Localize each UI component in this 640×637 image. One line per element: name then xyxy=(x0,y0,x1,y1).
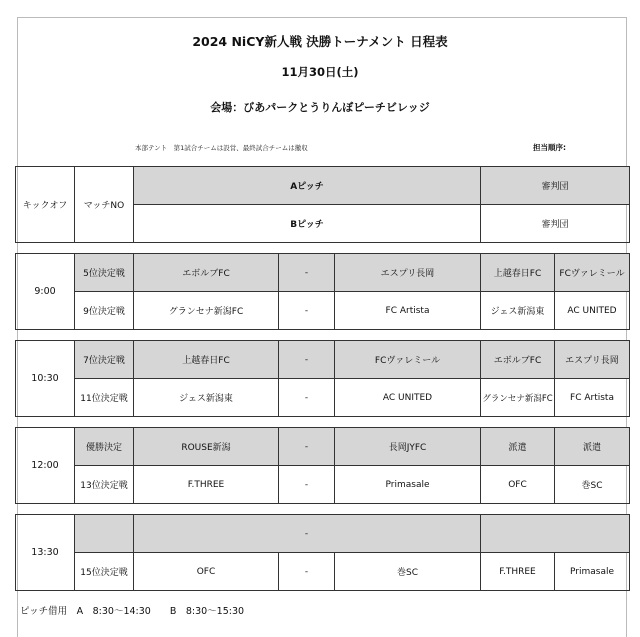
away-team xyxy=(335,515,481,553)
header-table xyxy=(15,166,630,243)
kickoff-time: 13:30 xyxy=(16,515,75,591)
page-title: 2024 NiCY新人戦 決勝トーナメント 日程表 xyxy=(192,34,448,49)
referee-1: F.THREE xyxy=(481,553,555,591)
referee-header-b: 審判団 xyxy=(481,205,630,243)
match-no: 9位決定戦 xyxy=(75,292,134,330)
vs-dash: - xyxy=(279,553,335,591)
report-label: 担当順序: xyxy=(533,143,566,152)
home-team: 上越春日FC xyxy=(134,341,279,379)
away-team: AC UNITED xyxy=(335,379,481,417)
time-slot xyxy=(15,427,630,504)
home-team: ジェス新潟東 xyxy=(134,379,279,417)
referee-2: FCヴァレミール xyxy=(555,254,630,292)
vs-dash: - xyxy=(279,428,335,466)
kickoff-time: 9:00 xyxy=(16,254,75,330)
referee-2: 派遣 xyxy=(555,428,630,466)
venue: 会場：びあパークとうりんぼピーチビレッジ xyxy=(210,101,430,114)
home-team: エボルブFC xyxy=(134,254,279,292)
vs-dash: - xyxy=(279,341,335,379)
b-pitch-header: Bピッチ xyxy=(134,205,481,243)
match-no: 11位決定戦 xyxy=(75,379,134,417)
kickoff-time: 12:00 xyxy=(16,428,75,504)
kickoff-header: キックオフ xyxy=(16,167,75,243)
away-team: FC Artista xyxy=(335,292,481,330)
referee-2: エスプリ長岡 xyxy=(555,341,630,379)
referee-1: エボルブFC xyxy=(481,341,555,379)
referee-2: 巻SC xyxy=(555,466,630,504)
vs-dash: - xyxy=(279,515,335,553)
match-no: 7位決定戦 xyxy=(75,341,134,379)
match-no: 13位決定戦 xyxy=(75,466,134,504)
home-team: OFC xyxy=(134,553,279,591)
tent-notice: 本部テント 第1試合チームは設営、最終試合チームは撤収 xyxy=(135,144,308,152)
vs-dash: - xyxy=(279,292,335,330)
time-slot xyxy=(15,340,630,417)
vs-dash: - xyxy=(279,466,335,504)
away-team: FCヴァレミール xyxy=(335,341,481,379)
time-slot xyxy=(15,514,630,591)
pitch-rental-note: ピッチ借用 A 8:30～14:30 B 8:30～15:30 xyxy=(20,606,245,617)
away-team: Primasale xyxy=(335,466,481,504)
referee-1: 派遣 xyxy=(481,428,555,466)
home-team: F.THREE xyxy=(134,466,279,504)
kickoff-time: 10:30 xyxy=(16,341,75,417)
referee-2: Primasale xyxy=(555,553,630,591)
referee-1: ジェス新潟東 xyxy=(481,292,555,330)
time-slot xyxy=(15,253,630,330)
event-date: 11月30日(土) xyxy=(281,65,359,79)
match-no: 15位決定戦 xyxy=(75,553,134,591)
vs-dash: - xyxy=(279,379,335,417)
referee-2: AC UNITED xyxy=(555,292,630,330)
referee-1: OFC xyxy=(481,466,555,504)
home-team: グランセナ新潟FC xyxy=(134,292,279,330)
referee-header-a: 審判団 xyxy=(481,167,630,205)
referee-2: FC Artista xyxy=(555,379,630,417)
vs-dash: - xyxy=(279,254,335,292)
match-no xyxy=(75,515,134,553)
away-team: 巻SC xyxy=(335,553,481,591)
home-team: ROUSE新潟 xyxy=(134,428,279,466)
referee-1: 上越春日FC xyxy=(481,254,555,292)
home-team xyxy=(134,515,279,553)
referee-1: グランセナ新潟FC xyxy=(481,379,555,417)
match-no: 5位決定戦 xyxy=(75,254,134,292)
away-team: 長岡JYFC xyxy=(335,428,481,466)
a-pitch-header: Aピッチ xyxy=(134,167,481,205)
match-no: 優勝決定 xyxy=(75,428,134,466)
match-no-header: マッチNO xyxy=(75,167,134,243)
referee-cell xyxy=(481,515,630,553)
away-team: エスプリ長岡 xyxy=(335,254,481,292)
